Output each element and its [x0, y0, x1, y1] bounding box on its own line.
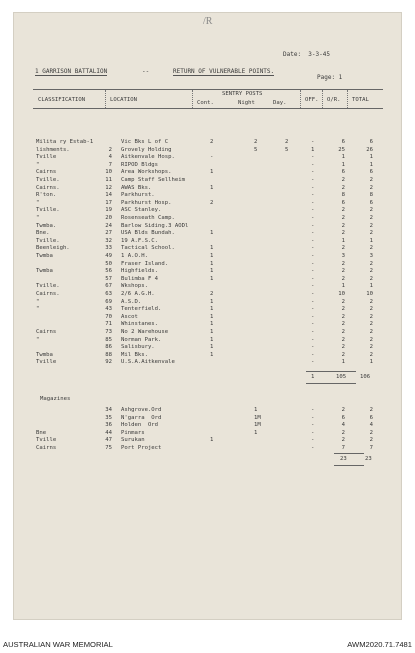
row-cont: 1 — [210, 329, 214, 335]
row-location: 1 A.O.H. — [121, 253, 148, 259]
row-or: 1 — [341, 359, 345, 366]
col-divider — [322, 90, 323, 108]
header-location: LOCATION — [110, 97, 137, 103]
page-number: Page: 1 — [317, 74, 343, 81]
subtotal-rule-bottom — [306, 383, 356, 384]
row-off: - — [311, 445, 315, 451]
row-off: - — [311, 359, 315, 366]
row-or: 2 — [341, 313, 345, 320]
header-cont: Cont. — [197, 100, 214, 106]
row-total: 3 — [369, 253, 373, 259]
magazines-total-total: 23 — [365, 456, 372, 462]
row-classification: " — [36, 306, 40, 313]
row-location: Area Workshops. — [121, 169, 172, 176]
row-total: 2 — [369, 275, 373, 282]
row-location: U.S.A.Aitkenvale — [121, 359, 175, 366]
row-location: No 2 Warehouse — [121, 329, 169, 335]
row-number: 10 — [105, 169, 112, 176]
row-cont: 1 — [210, 268, 214, 275]
row-number: 88 — [105, 351, 112, 358]
row-total: 1 — [369, 283, 373, 290]
header-rule-top — [33, 89, 383, 90]
row-location: Norman Park. — [121, 336, 162, 343]
header-off: OFF. — [305, 97, 319, 103]
row-location: N'garra Ord — [121, 414, 162, 421]
row-location: Salisbury. — [121, 344, 155, 351]
row-classification: Cairns. — [36, 184, 60, 191]
subtotal-rule — [306, 371, 356, 372]
subtotal-off: 1 — [311, 374, 315, 380]
row-or: 2 — [341, 437, 345, 444]
row-total: 2 — [369, 230, 373, 237]
row-off: - — [311, 215, 315, 221]
row-off: - — [311, 429, 315, 436]
row-location: RIPOD Bldgs — [121, 161, 159, 168]
row-location: Mil Bks. — [121, 351, 148, 358]
row-or: 6 — [341, 169, 345, 176]
row-total: 6 — [369, 169, 373, 176]
row-total: 2 — [369, 298, 373, 305]
row-or: 2 — [341, 429, 345, 436]
row-or: 2 — [341, 207, 345, 214]
header-total: TOTAL — [352, 97, 369, 103]
row-cont: 1 — [210, 275, 214, 282]
row-classification: lishments. — [36, 146, 70, 153]
row-off: - — [311, 245, 315, 252]
row-location: Ashgrove.Ord — [121, 407, 162, 413]
row-number: 12 — [105, 184, 112, 191]
row-total: 2 — [369, 207, 373, 214]
row-off: - — [311, 177, 315, 183]
row-or: 6 — [341, 139, 345, 145]
row-or: 2 — [341, 321, 345, 328]
row-number: 69 — [105, 298, 112, 305]
col-divider — [347, 90, 348, 108]
row-or: 2 — [341, 230, 345, 237]
footer-credit: AUSTRALIAN WAR MEMORIAL — [3, 640, 113, 649]
title-dashes: -- — [142, 68, 150, 75]
row-or: 10 — [338, 291, 345, 297]
row-off: - — [311, 351, 315, 358]
row-cont: 2 — [210, 199, 214, 206]
row-total: 2 — [369, 306, 373, 313]
row-location: Barlow Siding.3 AODl — [121, 222, 189, 229]
row-or: 2 — [341, 260, 345, 267]
row-or: 8 — [341, 192, 345, 199]
row-classification: Cairns — [36, 445, 57, 451]
row-location: Port Project — [121, 445, 162, 451]
row-off: - — [311, 275, 315, 282]
row-total: 2 — [369, 429, 373, 436]
row-or: 2 — [341, 177, 345, 183]
row-location: A.S.D. — [121, 298, 142, 305]
row-total: 6 — [369, 414, 373, 421]
row-or: 1 — [341, 154, 345, 161]
row-location: Tactical School. — [121, 245, 175, 252]
row-off: - — [311, 298, 315, 305]
row-location: Vic Bks L of C — [121, 139, 169, 145]
row-location: Pinmars — [121, 429, 145, 436]
row-number: 57 — [105, 275, 112, 282]
row-classification: Bne — [36, 429, 47, 436]
row-location: AWAS Bks. — [121, 184, 152, 191]
row-number: 75 — [105, 445, 112, 451]
row-cont: 1 — [210, 230, 214, 237]
row-or: 7 — [341, 445, 345, 451]
row-location: Highfields. — [121, 268, 159, 275]
row-day: 5 — [285, 146, 289, 153]
row-total: 2 — [369, 177, 373, 183]
row-location: Rosenseath Camp. — [121, 215, 175, 221]
row-off: - — [311, 139, 315, 145]
footer-accession-number: AWM2020.71.7481 — [347, 640, 412, 649]
row-classification: Twmba — [36, 268, 53, 275]
row-number: 67 — [105, 283, 112, 290]
row-total: 2 — [369, 268, 373, 275]
row-classification: Cairns — [36, 169, 57, 176]
row-off: - — [311, 313, 315, 320]
row-total: 2 — [369, 215, 373, 221]
row-number: 92 — [105, 359, 112, 366]
row-number: 86 — [105, 344, 112, 351]
row-classification: " — [36, 199, 40, 206]
row-cont: 1 — [210, 298, 214, 305]
row-off: 1 — [311, 146, 315, 153]
row-classification: " — [36, 161, 40, 168]
row-cont: 1 — [210, 437, 214, 444]
row-cont: 1 — [210, 260, 214, 267]
row-classification: Twmba — [36, 253, 53, 259]
row-or: 1 — [341, 237, 345, 244]
row-off: - — [311, 237, 315, 244]
row-number: 73 — [105, 329, 112, 335]
row-classification: Beenleigh. — [36, 245, 70, 252]
row-or: 2 — [341, 407, 345, 413]
row-location: Parkhurst Hosp. — [121, 199, 172, 206]
return-title: RETURN OF VULNERABLE POINTS. — [173, 68, 275, 75]
row-off: - — [311, 207, 315, 214]
row-number: 4 — [108, 154, 112, 161]
row-off: - — [311, 283, 315, 290]
row-off: - — [311, 184, 315, 191]
row-total: 10 — [366, 291, 373, 297]
row-total: 2 — [369, 313, 373, 320]
header-rule-bottom — [33, 108, 383, 109]
row-number: 19 — [105, 207, 112, 214]
row-location: Fraser Island. — [121, 260, 169, 267]
row-off: - — [311, 260, 315, 267]
row-off: - — [311, 329, 315, 335]
row-number: 36 — [105, 422, 112, 429]
row-location: Ascot — [121, 313, 138, 320]
header-sentry-posts: SENTRY POSTS — [222, 91, 263, 97]
row-or: 2 — [341, 222, 345, 229]
row-off: - — [311, 199, 315, 206]
row-number: 47 — [105, 437, 112, 444]
row-number: 63 — [105, 291, 112, 297]
row-total: 2 — [369, 437, 373, 444]
row-or: 2 — [341, 306, 345, 313]
row-classification: Tville — [36, 359, 57, 366]
header-classification: CLASSIFICATION — [38, 97, 86, 103]
row-off: - — [311, 407, 315, 413]
row-or: 2 — [341, 245, 345, 252]
row-location: Parkhurst. — [121, 192, 155, 199]
row-or: 2 — [341, 184, 345, 191]
row-night: 1 — [254, 407, 258, 413]
row-number: 43 — [105, 306, 112, 313]
row-number: 71 — [105, 321, 112, 328]
row-cont: 1 — [210, 253, 214, 259]
row-off: - — [311, 268, 315, 275]
row-off: - — [311, 321, 315, 328]
row-or: 6 — [341, 199, 345, 206]
row-location: Holden Ord — [121, 422, 159, 429]
row-location: 2/6 A.G.H. — [121, 291, 155, 297]
row-number: 2 — [108, 146, 112, 153]
row-location: Camp Staff Sellheim — [121, 177, 185, 183]
row-total: 2 — [369, 222, 373, 229]
row-classification: Tville — [36, 437, 57, 444]
row-number: 24 — [105, 222, 112, 229]
row-total: 1 — [369, 359, 373, 366]
row-or: 4 — [341, 422, 345, 429]
row-or: 1 — [341, 283, 345, 290]
row-or: 2 — [341, 268, 345, 275]
row-classification: Bne. — [36, 230, 50, 237]
row-location: 19 A.F.S.C. — [121, 237, 159, 244]
row-location: ASC Stanley. — [121, 207, 162, 214]
row-location: Bulimba F 4 — [121, 275, 159, 282]
row-classification: Tville. — [36, 237, 60, 244]
row-cont: 1 — [210, 351, 214, 358]
row-classification: " — [36, 215, 40, 221]
row-total: 2 — [369, 184, 373, 191]
subtotal-total: 106 — [360, 374, 371, 380]
row-number: 32 — [105, 237, 112, 244]
row-total: 6 — [369, 139, 373, 145]
row-total: 7 — [369, 445, 373, 451]
row-location: Surukan — [121, 437, 145, 444]
row-total: 2 — [369, 344, 373, 351]
row-off: - — [311, 336, 315, 343]
row-cont: 2 — [210, 291, 214, 297]
row-classification: Tville. — [36, 207, 60, 214]
row-number: 50 — [105, 260, 112, 267]
row-off: - — [311, 230, 315, 237]
battalion-name: 1 GARRISON BATTALION — [35, 68, 108, 75]
row-number: 17 — [105, 199, 112, 206]
handwritten-mark: /R — [203, 16, 213, 27]
row-or: 1 — [341, 161, 345, 168]
row-number: 7 — [108, 161, 112, 168]
row-number: 44 — [105, 429, 112, 436]
row-classification: Tville. — [36, 177, 60, 183]
row-total: 2 — [369, 260, 373, 267]
magazines-total-rule — [334, 453, 364, 454]
row-off: - — [311, 306, 315, 313]
col-divider — [300, 90, 301, 108]
row-number: 11 — [105, 177, 112, 183]
row-or: 2 — [341, 351, 345, 358]
document-date: Date: 3-3-45 — [283, 51, 330, 58]
row-total: 8 — [369, 192, 373, 199]
row-total: 2 — [369, 351, 373, 358]
row-classification: Cairns. — [36, 291, 60, 297]
row-total: 2 — [369, 407, 373, 413]
row-or: 2 — [341, 298, 345, 305]
row-off: - — [311, 291, 315, 297]
row-total: 4 — [369, 422, 373, 429]
col-divider — [192, 90, 193, 108]
row-number: 34 — [105, 407, 112, 413]
row-cont: 1 — [210, 169, 214, 176]
row-classification: Cairns — [36, 329, 57, 335]
row-location: Tenterfield. — [121, 306, 162, 313]
row-total: 2 — [369, 245, 373, 252]
row-classification: Tville — [36, 154, 57, 161]
row-total: 6 — [369, 199, 373, 206]
row-cont: 1 — [210, 306, 214, 313]
row-off: - — [311, 437, 315, 444]
row-total: 26 — [366, 146, 373, 153]
row-number: 56 — [105, 268, 112, 275]
row-classification: " — [36, 298, 40, 305]
row-off: - — [311, 161, 315, 168]
row-cont: 2 — [210, 139, 214, 145]
magazines-heading: Magazines — [40, 396, 71, 402]
magazines-total-rule-bottom — [334, 465, 364, 466]
row-classification: R'ton. — [36, 192, 57, 199]
row-number: 27 — [105, 230, 112, 237]
row-off: - — [311, 169, 315, 176]
row-classification: " — [36, 336, 40, 343]
row-off: - — [311, 422, 315, 429]
row-or: 2 — [341, 275, 345, 282]
row-night: 2 — [254, 139, 258, 145]
row-classification: Twmba — [36, 351, 53, 358]
row-total: 1 — [369, 237, 373, 244]
row-total: 2 — [369, 336, 373, 343]
header-night: Night — [238, 100, 255, 106]
col-divider — [105, 90, 106, 108]
row-night: 5 — [254, 146, 258, 153]
row-cont: 1 — [210, 245, 214, 252]
row-total: 1 — [369, 161, 373, 168]
row-night: 1M — [254, 414, 261, 421]
row-location: Wkshops. — [121, 283, 148, 290]
row-cont: 1 — [210, 336, 214, 343]
row-day: 2 — [285, 139, 289, 145]
row-or: 25 — [338, 146, 345, 153]
row-number: 33 — [105, 245, 112, 252]
row-location: Whinstanes. — [121, 321, 159, 328]
row-total: 2 — [369, 321, 373, 328]
row-or: 3 — [341, 253, 345, 259]
row-or: 2 — [341, 329, 345, 335]
row-cont: 1 — [210, 344, 214, 351]
row-cont: 1 — [210, 184, 214, 191]
row-cont: 1 — [210, 313, 214, 320]
subtotal-or: 105 — [336, 374, 347, 380]
row-cont: 1 — [210, 321, 214, 328]
row-off: - — [311, 222, 315, 229]
row-location: USA Blds Bundah. — [121, 230, 175, 237]
row-number: 70 — [105, 313, 112, 320]
row-off: - — [311, 253, 315, 259]
row-total: 2 — [369, 329, 373, 335]
row-location: Grovely Holding — [121, 146, 172, 153]
row-night: 1 — [254, 429, 258, 436]
row-number: 14 — [105, 192, 112, 199]
row-off: - — [311, 344, 315, 351]
row-or: 2 — [341, 344, 345, 351]
row-cont: - — [210, 154, 214, 161]
row-off: - — [311, 192, 315, 199]
row-classification: Twmba. — [36, 222, 57, 229]
row-location: Aitkenvale Hosp. — [121, 154, 175, 161]
row-off: - — [311, 154, 315, 161]
magazines-total-or: 23 — [340, 456, 347, 462]
row-or: 2 — [341, 336, 345, 343]
row-classification: Tville. — [36, 283, 60, 290]
row-number: 35 — [105, 414, 112, 421]
row-or: 2 — [341, 215, 345, 221]
row-off: - — [311, 414, 315, 421]
row-number: 20 — [105, 215, 112, 221]
row-night: 1M — [254, 422, 261, 429]
row-number: 85 — [105, 336, 112, 343]
row-number: 49 — [105, 253, 112, 259]
header-day: Day. — [273, 100, 287, 106]
header-or: O/R. — [327, 97, 341, 103]
row-total: 1 — [369, 154, 373, 161]
row-classification: Milita ry Estab-1 — [36, 139, 94, 145]
row-or: 6 — [341, 414, 345, 421]
